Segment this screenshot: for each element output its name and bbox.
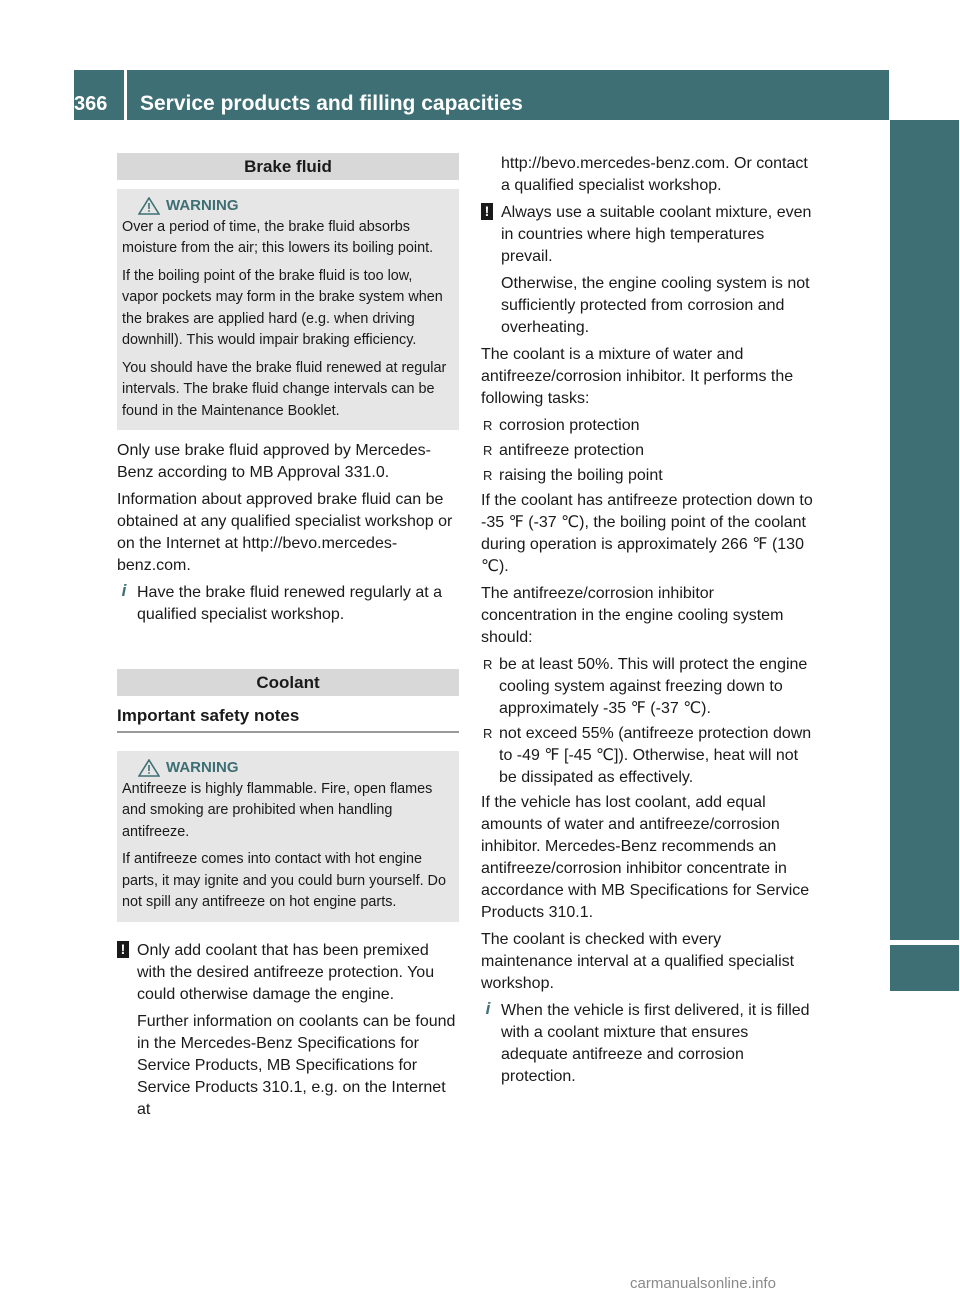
warning-title: WARNING xyxy=(138,195,450,217)
section-heading-brake-fluid: Brake fluid xyxy=(117,153,459,180)
warning-text: If antifreeze comes into contact with hot engine parts, it may ignite and you could burn yourself. Do not spill any antifreeze on hot engine parts. xyxy=(122,851,446,910)
side-tab-label-wrap xyxy=(890,588,959,1000)
watermark: carmanualsonline.info xyxy=(630,1275,776,1292)
header-divider xyxy=(124,70,127,120)
info-icon: i xyxy=(121,581,127,600)
exclamation-icon: ! xyxy=(117,941,129,958)
caution-note-continued: Otherwise, the engine cooling system is not sufficiently protected from corrosion and overheating. xyxy=(501,275,810,336)
left-column xyxy=(117,153,459,1126)
paragraph-boiling-point: If the coolant has antifreeze protection down to -35 ℉ (-37 ℃), the boiling point of the coolant during operation is approximately 266 ℉ (130 ℃). xyxy=(481,492,813,575)
side-tab-marker xyxy=(890,945,959,991)
warning-text: You should have the brake fluid renewed at regular intervals. The brake fluid change intervals can be found in the Maintenance Booklet. xyxy=(122,359,447,419)
subheading-safety-notes: Important safety notes xyxy=(117,705,459,733)
paragraph-approved: Only use brake fluid approved by Mercedes-Benz according to MB Approval 331.0. xyxy=(117,442,431,481)
warning-box-antifreeze xyxy=(117,751,459,922)
list-item: R not exceed 55% (antifreeze protection down to -49 ℉ [-45 ℃]). Otherwise, heat will not be dissipated as effectively. xyxy=(481,723,813,789)
warning-text: Over a period of time, the brake fluid absorbs moisture from the air; this lowers its boiling point. xyxy=(122,218,434,256)
list-item: R raising the boiling point xyxy=(481,465,813,487)
list-item: R be at least 50%. This will protect the engine cooling system against freezing down to approximately -35 ℉ (-37 ℃). xyxy=(481,654,813,720)
caution-note: ! Always use a suitable coolant mixture, even in countries where high temperatures prevail. xyxy=(481,202,813,268)
paragraph-lost-coolant: If the vehicle has lost coolant, add equal amounts of water and antifreeze/corrosion inhibitor. Mercedes-Benz recommends an antifreeze/corrosion inhibitor concentrate in accordance with MB Specifications for Service Products 310.1. xyxy=(481,794,810,921)
right-column xyxy=(481,153,813,1093)
exclamation-icon: ! xyxy=(481,203,493,220)
paragraph-concentration: The antifreeze/corrosion inhibitor concentration in the engine cooling system should: xyxy=(481,585,784,646)
paragraph-information: Information about approved brake fluid can be obtained at any qualified specialist workshop or on the Internet at http://bevo.mercedes-benz.com. xyxy=(117,491,453,574)
warning-triangle-icon xyxy=(138,197,160,215)
warning-title: WARNING xyxy=(138,757,450,779)
paragraph-mixture: The coolant is a mixture of water and antifreeze/corrosion inhibitor. It performs the following tasks: xyxy=(481,346,794,407)
page-number: 366 xyxy=(74,93,108,115)
warning-box-brake xyxy=(117,189,459,430)
side-tab-label: Technical data xyxy=(910,588,938,760)
warning-text: Antifreeze is highly flammable. Fire, open flames and smoking are prohibited when handling antifreeze. xyxy=(122,780,433,840)
paragraph-checked: The coolant is checked with every maintenance interval at a qualified specialist workshop. xyxy=(481,931,795,992)
caution-note: ! Only add coolant that has been premixed with the desired antifreeze protection. You could otherwise damage the engine. xyxy=(117,940,459,1006)
warning-triangle-icon xyxy=(138,759,160,777)
page-title: Service products and filling capacities xyxy=(140,92,523,115)
info-icon: i xyxy=(485,999,491,1018)
info-note: i Have the brake fluid renewed regularly at a qualified specialist workshop. xyxy=(117,582,459,626)
warning-text: If the boiling point of the brake fluid is too low, vapor pockets may form in the brake system when the brakes are applied hard (e.g. when driving downhill). This would impair braking efficiency. xyxy=(122,267,443,348)
list-item: R corrosion protection xyxy=(481,415,813,437)
section-heading-coolant: Coolant xyxy=(117,669,459,696)
caution-note-continued: Further information on coolants can be found in the Mercedes-Benz Specifications for Service Products, MB Specifications for Service Products 310.1, e.g. on the Internet at xyxy=(137,1012,456,1118)
list-item: R antifreeze protection xyxy=(481,440,813,462)
info-note: i When the vehicle is first delivered, it is filled with a coolant mixture that ensures adequate antifreeze and corrosion protection. xyxy=(481,1000,813,1088)
continued-url-text: http://bevo.mercedes-benz.com. Or contact a qualified specialist workshop. xyxy=(501,155,808,194)
